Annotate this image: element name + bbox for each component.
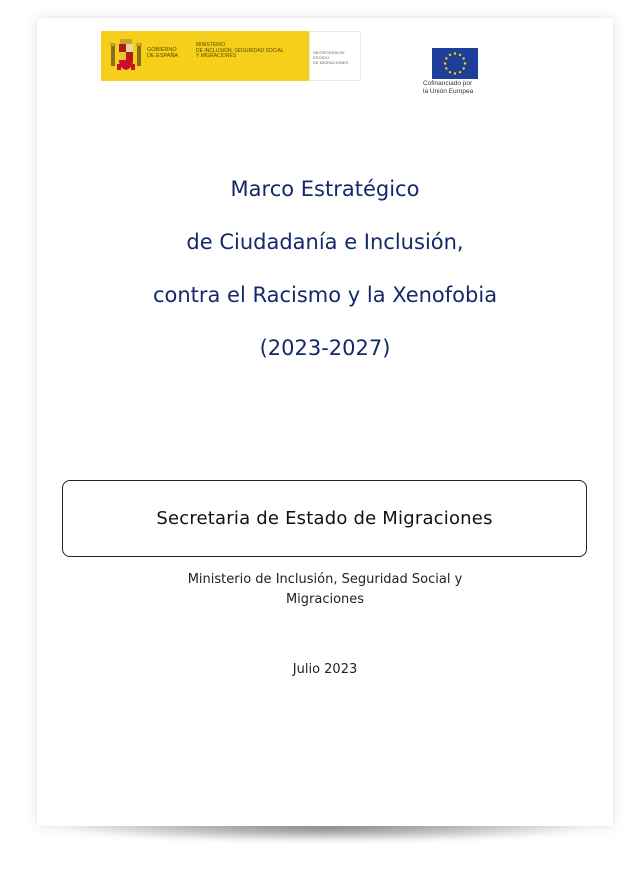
coat-of-arms-icon [109,38,143,74]
eu-star-icon [449,54,451,56]
eu-star-icon [445,67,447,69]
eu-flag-icon [432,48,478,79]
ministerio-text: MINISTERIO DE INCLUSIÓN, SEGURIDAD SOCIAL Y MIGRACIONES [196,42,284,60]
eu-cofinancing-caption: Cofinanciado por la Unión Europea [423,80,474,95]
eu-star-icon [454,52,456,54]
eu-star-icon [454,72,456,74]
title-line: (2023-2027) [259,336,391,360]
document-page [37,18,613,826]
eu-star-icon [464,62,466,64]
document-title [37,163,613,375]
ministry-line-2: Migraciones [285,592,365,607]
government-logo-yellow-band [101,31,309,81]
eu-star-icon [462,57,464,59]
eu-star-icon [462,67,464,69]
title-line: Marco Estratégico [230,177,420,201]
gobierno-text: GOBIERNO DE ESPAÑA [147,47,179,59]
secretaria-logo-panel [309,31,361,81]
eu-star-icon [444,62,446,64]
department-name: Secretaria de Estado de Migraciones [156,508,493,529]
government-logo [101,31,361,81]
department-box [62,480,587,557]
eu-star-icon [445,57,447,59]
eu-star-icon [459,54,461,56]
eu-star-icon [449,71,451,73]
eu-star-icon [459,71,461,73]
ministry-name [37,570,613,610]
ministry-line-1: Ministerio de Inclusión, Seguridad Social y [187,572,463,587]
secretaria-text: SECRETARÍA DE ESTADO DE MIGRACIONES [313,50,349,65]
publication-date: Julio 2023 [292,662,358,677]
title-line: de Ciudadanía e Inclusión, [186,230,464,254]
title-line: contra el Racismo y la Xenofobia [152,283,498,307]
